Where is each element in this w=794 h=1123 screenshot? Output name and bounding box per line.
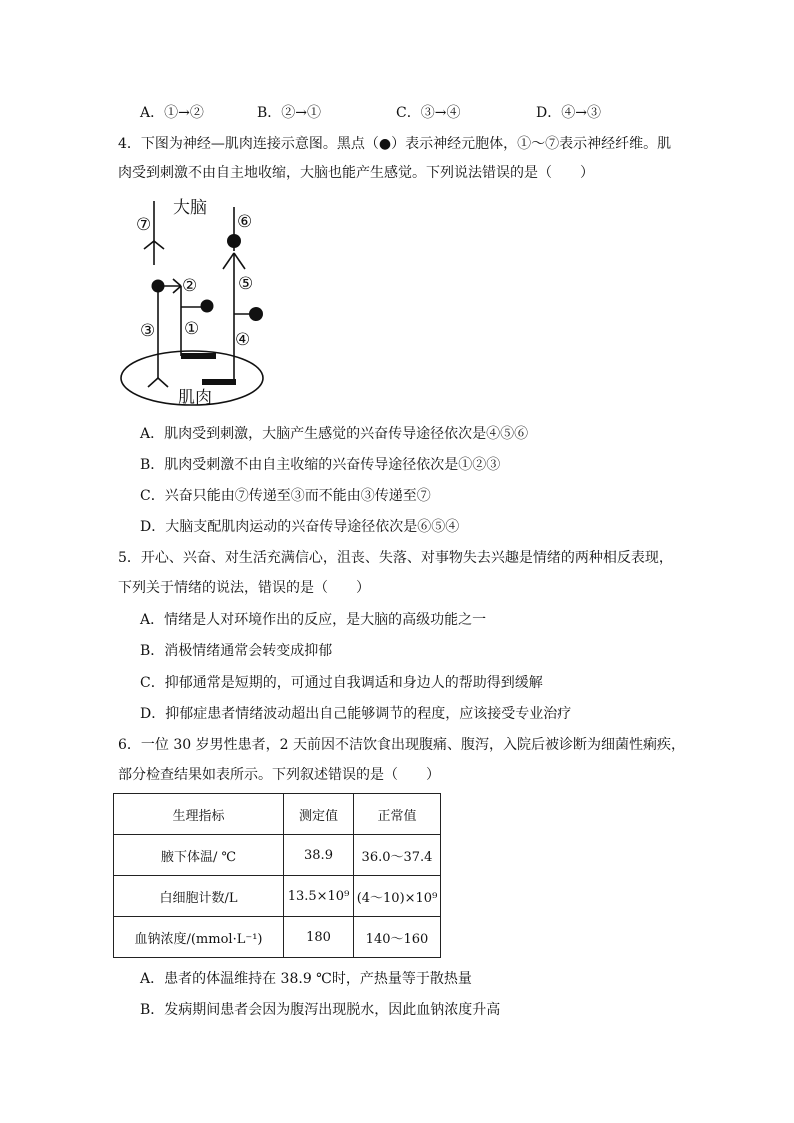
table-cell: 180 [284, 917, 354, 958]
q4-stem-line2: 肉受到刺激不由自主地收缩，大脑也能产生感觉。下列说法错误的是（ ） [118, 165, 594, 181]
q5-option-c: C．抑郁通常是短期的，可通过自我调适和身边人的帮助得到缓解 [140, 675, 543, 691]
table-header-cell: 正常值 [354, 794, 441, 835]
label-2: ② [182, 276, 198, 296]
table-cell: (4～10)×10⁹ [354, 876, 441, 917]
nerve-muscle-diagram [118, 193, 278, 413]
label-6: ⑥ [237, 212, 253, 232]
q4-option-c: C．兴奋只能由⑦传递至③而不能由③传递至⑦ [140, 488, 431, 504]
muscle-label: 肌肉 [178, 388, 212, 408]
table-header-row [114, 794, 441, 835]
table-cell: 36.0～37.4 [354, 835, 441, 876]
brain-label: 大脑 [173, 198, 207, 218]
label-7: ⑦ [136, 215, 152, 235]
physiology-table [113, 793, 441, 958]
table-row [114, 835, 441, 876]
q5-option-d: D．抑郁症患者情绪波动超出自己能够调节的程度，应该接受专业治疗 [140, 706, 572, 722]
table-cell: 血钠浓度/(mmol·L⁻¹) [114, 917, 284, 958]
label-4: ④ [235, 330, 251, 350]
label-3: ③ [140, 321, 156, 341]
q3-option-a: A．①→② [140, 105, 204, 121]
q3-option-c: C．③→④ [396, 105, 461, 121]
table-cell: 38.9 [284, 835, 354, 876]
label-1: ① [184, 319, 200, 339]
cell-body-right [249, 307, 263, 321]
q5-stem-line1: 5．开心、兴奋、对生活充满信心，沮丧、失落、对事物失去兴趣是情绪的两种相反表现， [118, 550, 673, 566]
q4-stem-line1: 4．下图为神经—肌肉连接示意图。黑点（●）表示神经元胞体，①～⑦表示神经纤维。肌 [118, 136, 672, 152]
table-row [114, 876, 441, 917]
label-5: ⑤ [238, 274, 254, 294]
table-row [114, 917, 441, 958]
q6-option-a: A．患者的体温维持在 38.9 ℃时，产热量等于散热量 [140, 971, 472, 987]
q6-stem-line1: 6．一位 30 岁男性患者，2 天前因不洁饮食出现腹痛、腹泻，入院后被诊断为细菌性痢疾， [118, 737, 685, 753]
q3-option-d: D．④→③ [536, 105, 601, 121]
q6-stem-line2: 部分检查结果如表所示。下列叙述错误的是（ ） [118, 767, 440, 783]
table-header-cell: 生理指标 [114, 794, 284, 835]
q4-option-d: D．大脑支配肌肉运动的兴奋传导途径依次是⑥⑤④ [140, 519, 460, 535]
table-cell: 13.5×10⁹ [284, 876, 354, 917]
table-cell: 腋下体温/ ℃ [114, 835, 284, 876]
q4-option-b: B．肌肉受刺激不由自主收缩的兴奋传导途径依次是①②③ [140, 457, 501, 473]
receptor-block-1 [181, 353, 216, 359]
q4-option-a: A．肌肉受到刺激，大脑产生感觉的兴奋传导途径依次是④⑤⑥ [140, 426, 529, 442]
table-cell: 140～160 [354, 917, 441, 958]
cell-body-middle [201, 300, 214, 313]
q5-stem-line2: 下列关于情绪的说法，错误的是（ ） [118, 580, 370, 596]
q3-option-b: B．②→① [257, 105, 322, 121]
receptor-block-2 [202, 379, 236, 385]
q5-option-a: A．情绪是人对环境作出的反应，是大脑的高级功能之一 [140, 612, 487, 628]
q6-option-b: B．发病期间患者会因为腹泻出现脱水，因此血钠浓度升高 [140, 1002, 501, 1018]
q5-option-b: B．消极情绪通常会转变成抑郁 [140, 643, 333, 659]
table-header-cell: 测定值 [284, 794, 354, 835]
table-cell: 白细胞计数/L [114, 876, 284, 917]
